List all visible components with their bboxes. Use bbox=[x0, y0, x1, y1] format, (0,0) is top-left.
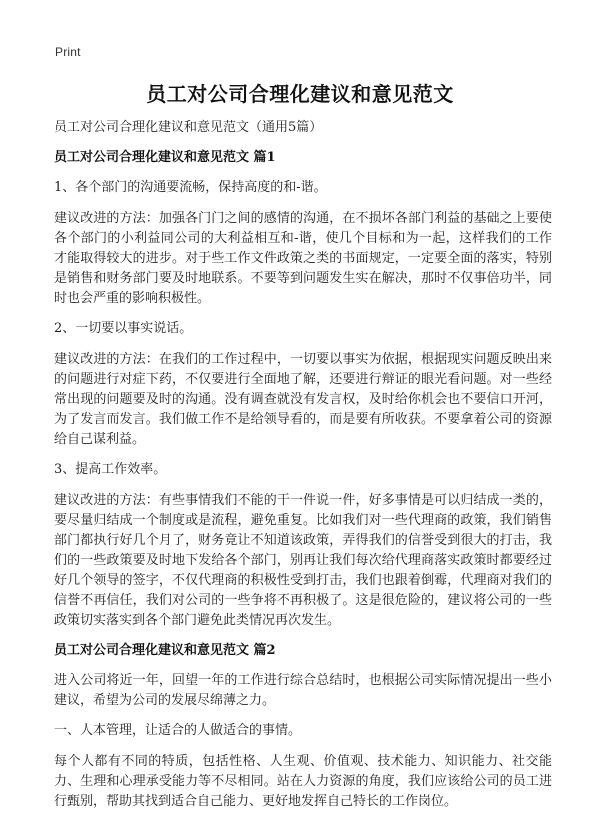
print-label: Print bbox=[55, 45, 81, 59]
paragraph: 每个人都有不同的特质，包括性格、人生观、价值观、技术能力、知识能力、社交能力、生理和心理承受能力等不尽相同。站在人力资源的角度，我们应该给公司的员工进行甄别，帮助其找到适合自己能力、更好地发挥自己特长的工作岗位。 bbox=[54, 754, 552, 809]
document-subtitle: 员工对公司合理化建议和意见范文（通用5篇） bbox=[54, 120, 323, 135]
document-content bbox=[54, 118, 552, 822]
paragraph: 进入公司将近一年，回望一年的工作进行综合总结时，也根据公司实际情况提出一些小建议，希望为公司的发展尽绵薄之力。 bbox=[54, 673, 552, 708]
paragraph: 一、人本管理，让适合的人做适合的事情。 bbox=[54, 723, 302, 738]
paragraph: 建议改进的方法：有些事情我们不能的干一件说一件，好多事情是可以归结成一类的，要尽量归结成一个制度或是流程，避免重复。比如我们对一些代理商的政策，我们销售部门都执行好几个月了，财务竟让不知道该政策，弄得我们的信誉受到很大的打击，我们的一些政策要及时地下发给各个部门，别再让我们每次给代理商落实政策时都要经过好几个领导的签字，不仅代理商的积极性受到打击，我们也跟着倒霉，代理商对我们的信誉不再信任，我们对公司的一些争将不再积极了。这是很危险的，建议将公司的一些政策切实落实到各个部门避免此类情况再次发生。 bbox=[54, 493, 552, 628]
section-heading: 员工对公司合理化建议和意见范文 篇1 bbox=[54, 150, 276, 165]
paragraph: 建议改进的方法：在我们的工作过程中，一切要以事实为依据，根据现实问题反映出来的问题进行对症下药，不仅要进行全面地了解，还要进行辩证的眼光看问题。对一些经常出现的问题要及时的沟通。没有调查就没有发言权，及时给你机会也不要信口开河，为了发言而发言。我们做工作不是给领导看的，而是要有所收获。不要拿着公司的资源给自己谋利益。 bbox=[54, 352, 552, 447]
paragraph: 3、提高工作效率。 bbox=[54, 462, 167, 477]
paragraph: 2、一切要以事实说话。 bbox=[54, 321, 193, 336]
document-title: 员工对公司合理化建议和意见范文 bbox=[146, 82, 454, 106]
paragraph: 1、各个部门的沟通要流畅，保持高度的和-谐。 bbox=[54, 180, 327, 195]
paragraph: 建议改进的方法：加强各门门之间的感情的沟通，在不损坏各部门利益的基础之上要使各个部门的小利益同公司的大利益相互和-谐，使几个目标和为一起，这样我们的工作才能取得较大的进步。对于些工作文件政策之类的书面规定，一定要全面的落实，特别是销售和财务部门要及时地联系。不要等到问题发生实在解决，那时不仅事倍功半，同时也会严重的影响积极性。 bbox=[54, 211, 552, 306]
section-heading: 员工对公司合理化建议和意见范文 篇2 bbox=[54, 643, 276, 658]
